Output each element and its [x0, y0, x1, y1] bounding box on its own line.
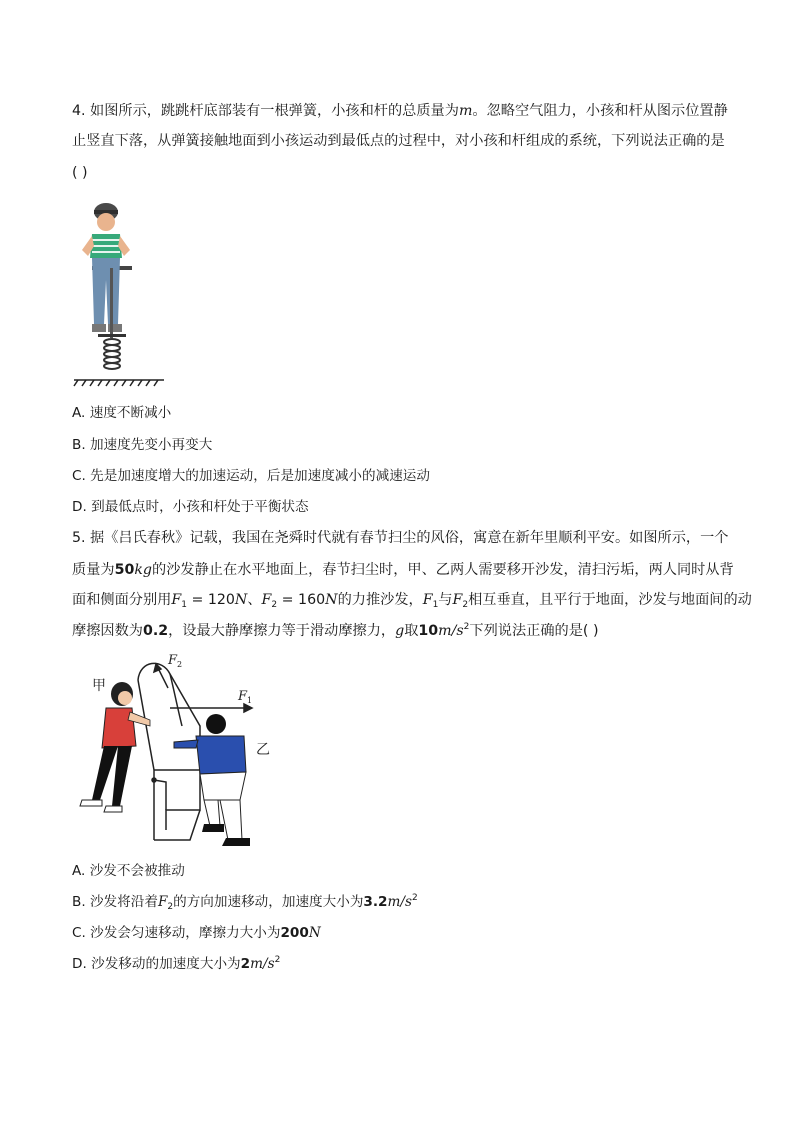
- child-jeans: [92, 258, 120, 324]
- mass-symbol: m: [458, 103, 473, 119]
- q4-option-a: A. 速度不断减小: [72, 405, 172, 421]
- child-face: [97, 213, 115, 231]
- q4-answer-paren: ( ): [72, 165, 88, 181]
- q4-option-c: C. 先是加速度增大的加速运动，后是加速度减小的减速运动: [72, 468, 430, 484]
- pogo-stick-figure: [70, 200, 170, 392]
- sofa-outline: [138, 663, 200, 840]
- label-f2-sub: 2: [177, 660, 183, 669]
- label-f2: F: [168, 653, 178, 668]
- person-yi: [174, 714, 250, 846]
- sofa-push-figure: [70, 650, 285, 850]
- q4-stem-line-2: 止竖直下落，从弹簧接触地面到小孩运动到最低点的过程中，对小孩和杆组成的系统，下列说法正确的是: [72, 133, 725, 149]
- person-jia: [80, 682, 150, 812]
- q4-stem-line-1: 4. 如图所示，跳跳杆底部装有一根弹簧，小孩和杆的总质量为m。忽略空气阻力，小孩和杆从图示位置静: [72, 103, 728, 119]
- label-f1-sub: 1: [247, 696, 253, 705]
- pogo-footrest: [98, 334, 126, 337]
- q4-option-d: D. 到最低点时，小孩和杆处于平衡状态: [72, 499, 309, 515]
- q5-stem-line-1: 5. 据《吕氏春秋》记载，我国在尧舜时代就有春节扫尘的风俗，寓意在新年里顺利平安。如图所示，一个: [72, 530, 729, 546]
- q4-option-b: B. 加速度先变小再变大: [72, 437, 213, 453]
- q5-option-c: C. 沙发会匀速移动，摩擦力大小为200N: [72, 925, 321, 941]
- q5-stem-line-4: 摩擦因数为0.2，设最大静摩擦力等于滑动摩擦力，g取$10m/s^2$下列说法正确的是( ): [72, 622, 599, 639]
- label-jia: 甲: [92, 678, 106, 694]
- q5-stem-line-3: 面和侧面分别用$F_1 = 120N$、$F_2 = 160N$的力推沙发，$F_1$与$F_2$相互垂直，且平行于地面，沙发与地面间的动: [72, 592, 752, 610]
- label-yi: 乙: [256, 742, 270, 758]
- ground-hatch: [74, 380, 164, 386]
- spring-icon: [104, 339, 120, 369]
- pogo-pole: [110, 268, 113, 338]
- label-f1: F: [238, 689, 248, 704]
- q5-stem-line-2: 质量为50kg的沙发静止在水平地面上，春节扫尘时，甲、乙两人需要移开沙发，清扫污垢，两人同时从背: [72, 562, 734, 578]
- q5-option-b: B. 沙发将沿着$F_2$的方向加速移动，加速度大小为$3.2m/s^2$: [72, 893, 418, 912]
- q5-option-a: A. 沙发不会被推动: [72, 863, 185, 879]
- q5-option-d: D. 沙发移动的加速度大小为$2m/s^2$: [72, 955, 281, 972]
